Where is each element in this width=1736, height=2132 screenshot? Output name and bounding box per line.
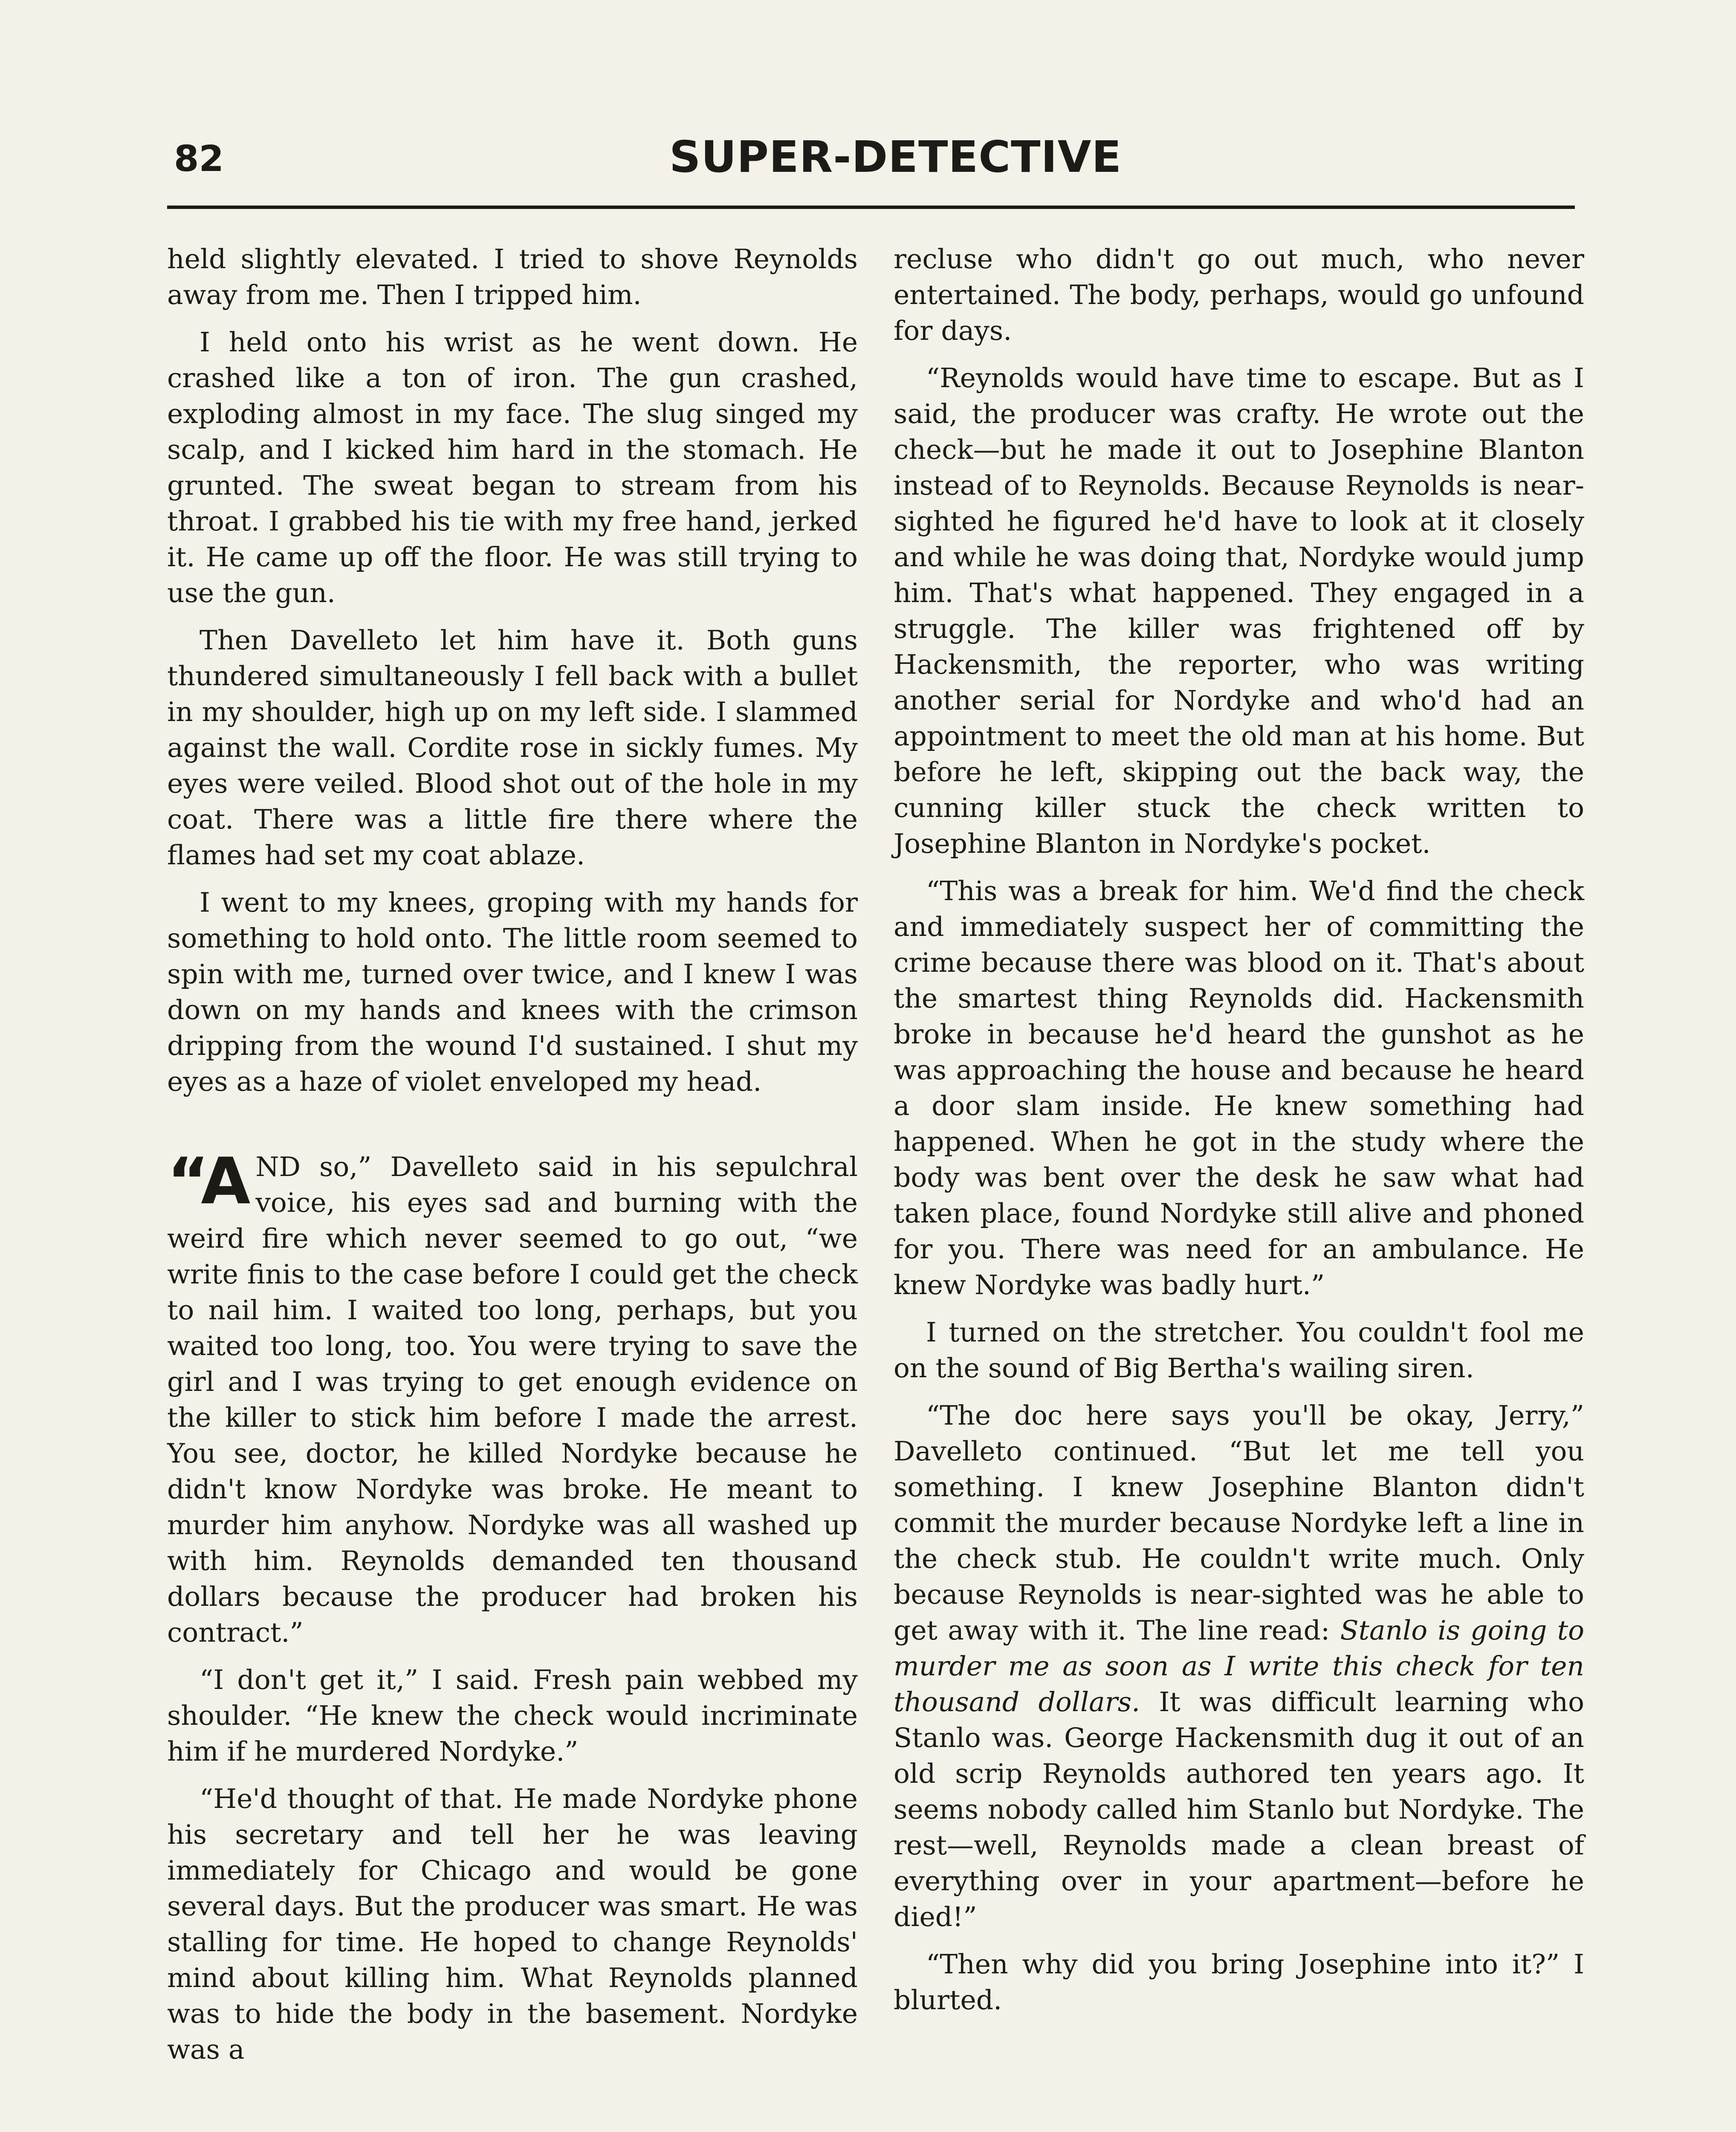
- paragraph: I held onto his wrist as he went down. He crashed like a ton of iron. The gun crashed, exploding almost in my face. The slug singed my scalp, and I kicked him hard in the stomach. He grunted. The sweat began to stream from his throat. I grabbed his tie with my free hand, jerked it. He came up off the floor. He was still trying to use the gun.: [167, 327, 858, 608]
- paragraph: “Then why did you bring Josephine into it?” I blurted.: [894, 1949, 1584, 2016]
- paragraph: “Reynolds would have time to escape. But as I said, the producer was crafty. He wrote out the check—but he made it out to Josephine Blanton instead of to Reynolds. Because Reynolds is near-sighted he figured he'd have to look at it closely and while he was doing that, Nordyke would jump him. That's what happened. They engaged in a struggle. The killer was frightened off by Hackensmith, the reporter, who was writing another serial for Nordyke and who'd had an appointment to meet the old man at his home. But before he left, skipping out the back way, the cunning killer stuck the check written to Josephine Blanton in Nordyke's pocket.: [894, 362, 1584, 859]
- paragraph: I went to my knees, groping with my hands for something to hold onto. The little room seemed to spin with me, turned over twice, and I knew I was down on my hands and knees with the crimson dripping from the wound I'd sustained. I shut my eyes as a haze of violet enveloped my head.: [167, 887, 858, 1097]
- paragraph-text: ND so,” Davelleto said in his sepulchral voice, his eyes sad and burning with the weird fire which never seemed to go out, “we write finis to the case before I could get the check to nail him. I waited too long, perhaps, but you waited too long, too. You were trying to save the girl and I was trying to get enough evidence on the killer to stick him before I made the arrest. You see, doctor, he killed Nordyke because he didn't know Nordyke was broke. He meant to murder him anyhow. Nordyke was all washed up with him. Reynolds demanded ten thousand dollars because the producer had broken his contract.”: [167, 1151, 858, 1648]
- paragraph: [894, 1398, 1584, 1935]
- paragraph: recluse who didn't go out much, who never entertained. The body, perhaps, would go unfound for days.: [894, 243, 1584, 346]
- drop-cap: “A: [167, 1144, 251, 1219]
- paragraph: “I don't get it,” I said. Fresh pain webbed my shoulder. “He knew the check would incriminate him if he murdered Nordyke.”: [167, 1664, 858, 1767]
- left-column: [167, 241, 858, 2079]
- paragraph-text: It was difficult learning who Stanlo was. George Hackensmith dug it out of an old scrip Reynolds authored ten years ago. It seems nobody called him Stanlo but Nordyke. The rest—well, Reynolds made a clean breast of everything over in your apartment—before he died!”: [894, 1686, 1584, 1932]
- paragraph-text: “The doc here says you'll be okay, Jerry,” Davelleto continued. “But let me tell you something. I knew Josephine Blanton didn't commit the murder because Nordyke left a line in the check stub. He couldn't write much. Only because Reynolds is near-sighted was he able to get away with it. The line read:: [894, 1400, 1584, 1646]
- paragraph: “This was a break for him. We'd find the check and immediately suspect her of committing the crime because there was blood on it. That's about the smartest thing Reynolds did. Hackensmith broke in because he'd heard the gunshot as he was approaching the house and because he heard a door slam inside. He knew something had happened. When he got in the study where the body was bent over the desk he saw what had taken place, found Nordyke still alive and phoned for you. There was need for an ambulance. He knew Nordyke was badly hurt.”: [894, 875, 1584, 1301]
- paragraph-dropcap: [167, 1144, 858, 1651]
- running-title: SUPER-DETECTIVE: [669, 132, 1122, 182]
- paragraph: held slightly elevated. I tried to shove Reynolds away from me. Then I tripped him.: [167, 243, 858, 310]
- paragraph: Then Davelleto let him have it. Both guns thundered simultaneously I fell back with a bullet in my shoulder, high up on my left side. I slammed against the wall. Cordite rose in sickly fumes. My eyes were veiled. Blood shot out of the hole in my coat. There was a little fire there where the flames had set my coat ablaze.: [167, 625, 858, 871]
- header-rule: [167, 206, 1575, 209]
- paragraph: “He'd thought of that. He made Nordyke phone his secretary and tell her he was leaving immediately for Chicago and would be gone several days. But the producer was smart. He was stalling for time. He hoped to change Reynolds' mind about killing him. What Reynolds planned was to hide the body in the basement. Nordyke was a: [167, 1783, 858, 2065]
- italic-quote: Stanlo is going to murder me as soon as I write this check for ten thousand dollars.: [894, 1615, 1584, 1718]
- paragraph: I turned on the stretcher. You couldn't fool me on the sound of Big Bertha's wailing siren.: [894, 1317, 1584, 1384]
- right-column: [894, 241, 1584, 2030]
- page-number: 82: [174, 138, 224, 180]
